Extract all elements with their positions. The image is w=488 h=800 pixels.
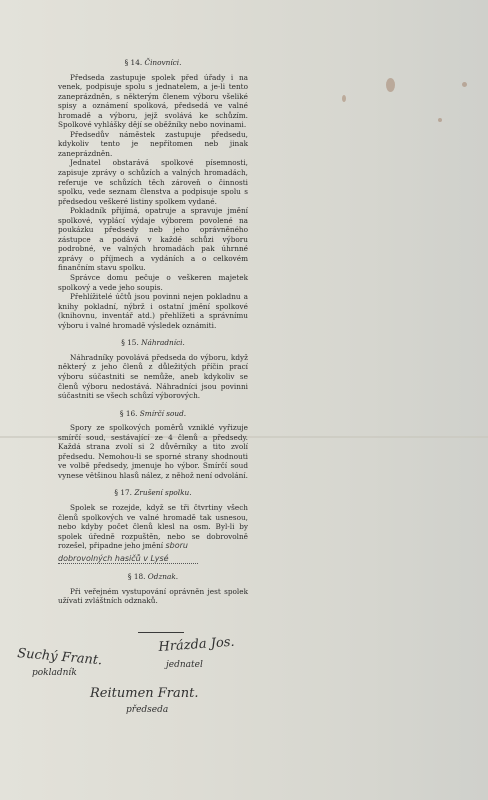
secretary-role: jednatel bbox=[166, 660, 203, 670]
paragraph: Spory ze spolkových poměrů vzniklé vyřizuje smírčí soud, sestávající ze 4 členů a předsedy. Každá strana zvolí si 2 důvěrníky a tito zvolí předsedu. Nemohou-li se sporné strany shodnouti ve volbě předsedy, jmenuje ho výbor. Smírčí soud vynese většinou hlasů nález, z něhož není odvolání. bbox=[58, 423, 248, 480]
treasurer-signature: Suchý Frant. bbox=[16, 646, 103, 669]
section-heading: § 16. Smírčí soud. bbox=[119, 408, 187, 418]
section-heading: § 14. Činovníci. bbox=[124, 58, 182, 67]
ink-stain bbox=[438, 118, 442, 122]
ink-stain bbox=[386, 78, 395, 92]
paragraph bbox=[58, 503, 248, 551]
section-heading: § 18. Odznak. bbox=[127, 572, 179, 582]
treasurer-role: pokladník bbox=[32, 668, 77, 678]
paragraph: Správce domu pečuje o veškeren majetek spolkový a vede jeho soupis. bbox=[58, 273, 248, 292]
paragraph: Při veřejném vystupování oprávněn jest spolek užívati zvláštních odznaků. bbox=[58, 586, 248, 606]
statute-text bbox=[58, 50, 248, 606]
handwritten-fill: dobrovolných hasičů v Lysé bbox=[58, 554, 198, 565]
paragraph: Náhradníky povolává předseda do výboru, když některý z jeho členů z důležitých příčin prací výboru súčastniti se nemůže, aneb kdykoliv se členů výboru nedostává. Náhradníci jsou povinni súčastniti se všech schůzí výborových. bbox=[58, 352, 248, 401]
ink-stain bbox=[462, 82, 467, 87]
secretary-signature: Hrázda Jos. bbox=[158, 634, 236, 655]
chairman-signature: Reitumen Frant. bbox=[90, 686, 199, 701]
section-heading: § 15. Náhradníci. bbox=[121, 338, 185, 348]
chairman-role: předseda bbox=[126, 705, 169, 715]
paragraph: Pokladník přijímá, opatruje a spravuje jmění spolkové, vyplácí výdaje výborem povolené na poukázku předsedy neb jeho oprávněného zástupce a podává v každé schůzi výboru podrobné, ve valných hromadách pak úhrnné zprávy o příjmech a vydáních a o celkovém finančním stavu spolku. bbox=[58, 206, 248, 273]
ink-stain bbox=[342, 95, 346, 102]
paragraph: Přehlížitelé účtů jsou povinni nejen pokladnu a knihy pokladní, nýbrž i ostatní jmění spolkové (knihovnu, inventář atd.) přehlížeti a správnímu výboru i valné hromadě výsledek oznámiti. bbox=[58, 292, 248, 330]
paragraph: Předsedův náměstek zastupuje předsedu, kdykoliv tento je nepřítomen neb jinak zaneprázdněn. bbox=[58, 129, 248, 158]
divider bbox=[138, 632, 184, 633]
paragraph: Předseda zastupuje spolek před úřady i na venek, podpisuje spolu s jednatelem, a je-li tento zaneprázdněn, s některým členem výboru všeliké spisy a oznámení spolková, předsedá ve valné hromadě a výboru, jejž svolává ke schůzím. Spolkové vyhlášky dějí se oběžníky nebo novinami. bbox=[58, 72, 248, 130]
paragraph-text: Spolek se rozejde, když se tři čtvrtiny všech členů spolkových ve valné hromadě tak usnesou, nebo kdyby počet členů klesl na osm. Byl-li by spolek úředně rozpuštěn, nebo se dobrovolně rozešel, připadne jeho jmění bbox=[58, 502, 248, 551]
paragraph: Jednatel obstarává spolkové písemnosti, zapisuje zprávy o schůzích a valných hromadách, referuje ve schůzích těch zároveň o činnosti spolku, vede seznam členstva a podpisuje spolu s předsedou veškeré listiny spolkem vydané. bbox=[58, 158, 248, 206]
handwritten-fill-line bbox=[58, 554, 248, 565]
handwritten-fill: sboru bbox=[165, 541, 188, 551]
section-heading: § 17. Zrušení spolku. bbox=[114, 488, 192, 498]
